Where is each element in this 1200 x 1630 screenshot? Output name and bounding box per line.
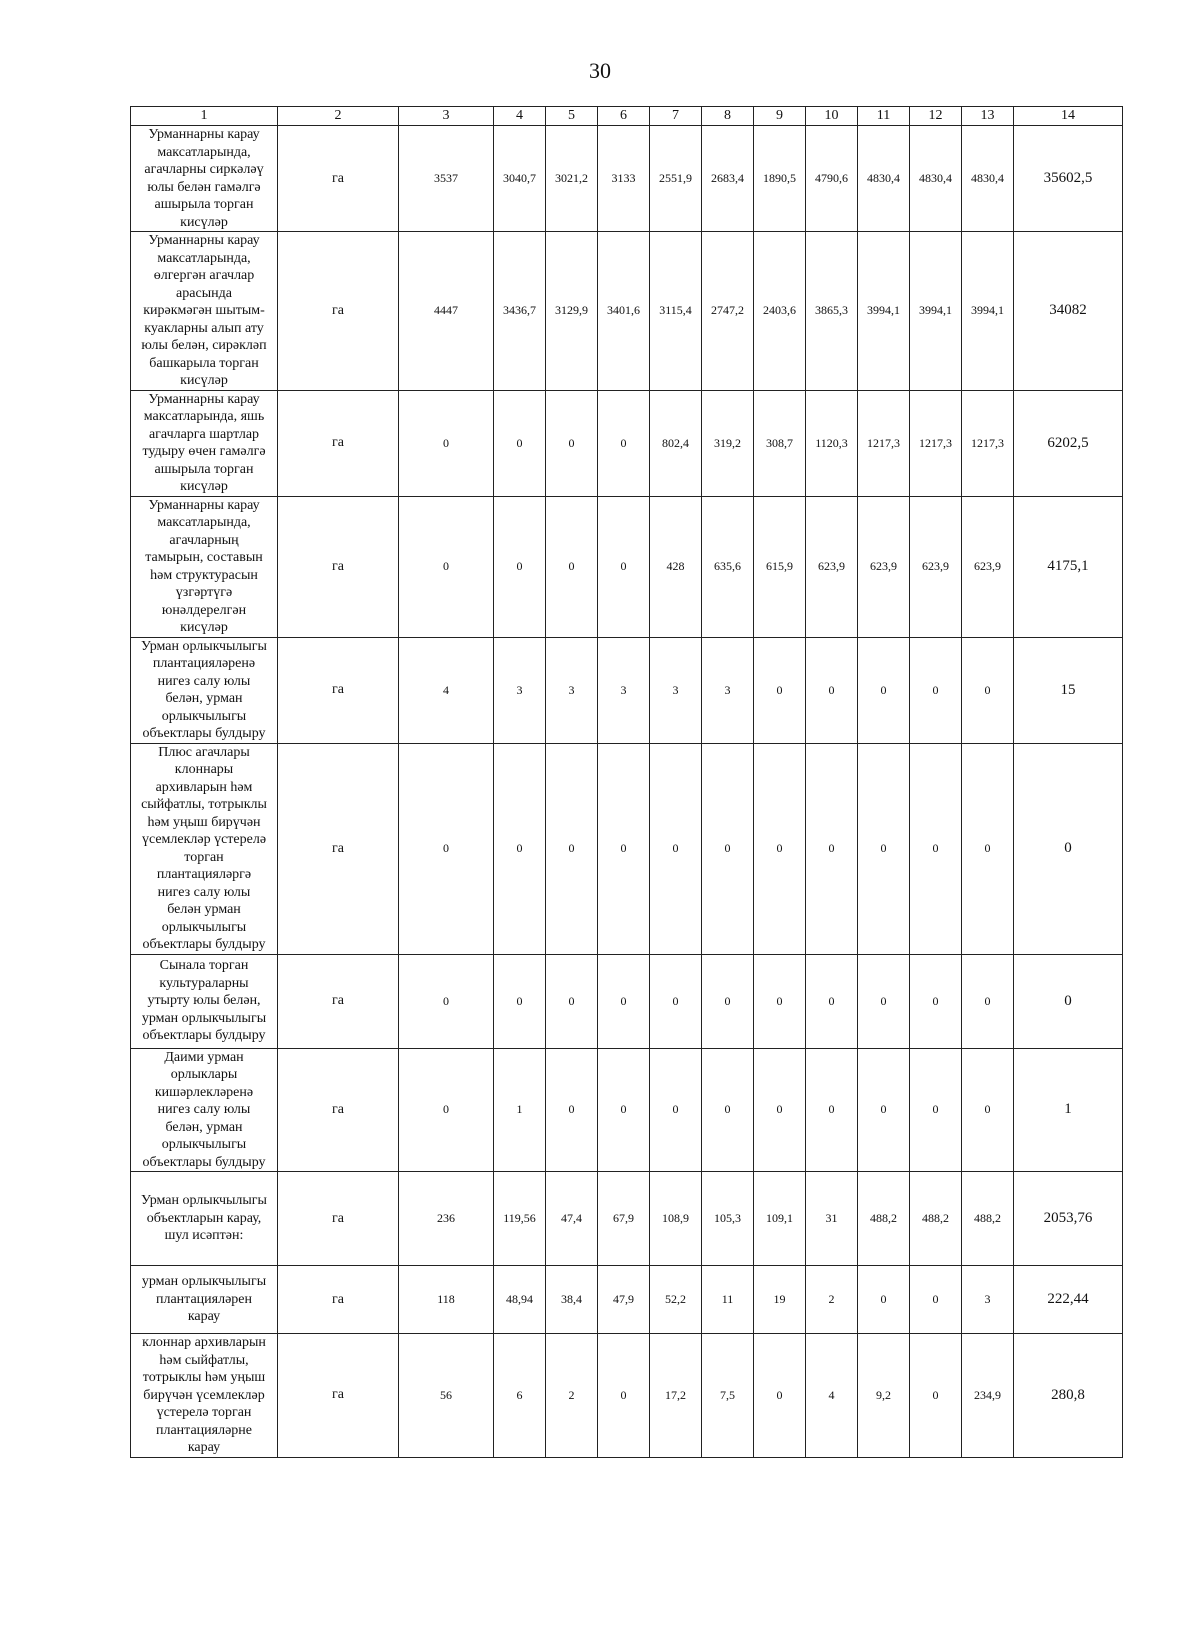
unit-cell: га [278,1172,399,1266]
data-table [130,106,1123,1458]
value-cell: 234,9 [962,1334,1014,1458]
value-cell: 105,3 [702,1172,754,1266]
value-cell: 3021,2 [546,126,598,232]
row-label-line: куакларны алып ату [144,320,264,336]
value-cell: 9,2 [858,1334,910,1458]
column-number-13: 13 [962,107,1014,126]
value-cell: 4790,6 [806,126,858,232]
value-cell: 2 [806,1266,858,1334]
value-cell: 0 [598,1334,650,1458]
value-cell: 67,9 [598,1172,650,1266]
value-cell: 0 [806,954,858,1048]
row-label-line: кисүләр [180,214,228,230]
value-cell: 47,9 [598,1266,650,1334]
row-label-line: агачларны сиркәләү [144,162,264,177]
page-number: 30 [589,58,611,83]
row-label-line: юлы белән гамәлгә [147,179,261,195]
row-label-line: утырту юлы белән, [147,993,261,1009]
row-label-line: һәм уңыш бирүчән [147,814,261,830]
row-label [131,390,278,496]
row-label-line: карау [187,1440,221,1455]
value-cell: 0 [910,637,962,743]
row-label-line: урман орлыкчылыгы [141,1010,267,1026]
total-cell: 0 [1014,954,1123,1048]
value-cell: 319,2 [702,390,754,496]
value-cell: 0 [910,1334,962,1458]
value-cell: 17,2 [650,1334,702,1458]
value-cell: 623,9 [858,496,910,637]
row-label [131,1172,278,1266]
row-label-line: орлыклары [170,1067,238,1082]
row-label-line: ашырыла торган [154,461,254,477]
row-label-line: орлыкчылыгы [161,1137,247,1152]
column-number-4: 4 [494,107,546,126]
value-cell: 0 [598,954,650,1048]
table-row [131,1172,1123,1266]
row-label-line: орлыкчылыгы [161,919,247,935]
table-row [131,1266,1123,1334]
value-cell: 4830,4 [910,126,962,232]
row-label-line: кишәрлекләренә [154,1084,254,1100]
value-cell: 0 [546,954,598,1048]
value-cell: 4447 [399,232,494,391]
value-cell: 0 [910,954,962,1048]
value-cell: 3 [962,1266,1014,1334]
row-label-line: культураларны [159,975,249,991]
row-label [131,496,278,637]
value-cell: 0 [754,1334,806,1458]
row-label-line: һәм сыйфатлы, [159,1352,249,1368]
row-label-line: максатларында, [157,144,251,160]
table-row [131,743,1123,954]
total-cell: 1 [1014,1048,1123,1172]
total-cell: 0 [1014,743,1123,954]
row-label-line: Урманнарны карау [148,391,260,407]
row-label-line: шул исәптән: [164,1228,244,1244]
unit-cell: га [278,954,399,1048]
unit-cell: га [278,496,399,637]
row-label [131,743,278,954]
value-cell: 3129,9 [546,232,598,391]
value-cell: 308,7 [754,390,806,496]
value-cell: 488,2 [910,1172,962,1266]
value-cell: 0 [858,1266,910,1334]
row-label-line: Сынала торган [159,958,249,974]
row-label-line: юлы белән, сирәкләп [141,338,267,353]
value-cell: 0 [858,743,910,954]
row-label-line: объектлары булдыру [142,937,266,952]
row-label-line: кирәкмәгән шытым- [143,303,265,318]
row-label-line: бирүчән үсемлекләр [143,1387,265,1403]
value-cell: 48,94 [494,1266,546,1334]
value-cell: 0 [399,954,494,1048]
value-cell: 1217,3 [910,390,962,496]
column-number-10: 10 [806,107,858,126]
value-cell: 488,2 [962,1172,1014,1266]
value-cell: 0 [702,954,754,1048]
value-cell: 0 [754,743,806,954]
row-label-line: үсемлекләр үстерелә [141,832,267,847]
total-cell: 6202,5 [1014,390,1123,496]
total-cell: 222,44 [1014,1266,1123,1334]
row-label-line: клоннар архивларын [142,1335,266,1350]
row-label-line: нигез салу юлы [157,884,251,900]
unit-cell: га [278,743,399,954]
row-label-line: клоннары [174,762,234,777]
row-label-line: тудыру өчен гамәлгә [142,444,266,459]
value-cell: 6 [494,1334,546,1458]
total-cell: 15 [1014,637,1123,743]
value-cell: 4830,4 [858,126,910,232]
value-cell: 0 [754,1048,806,1172]
value-cell: 3115,4 [650,232,702,391]
row-label-line: Плюс агачлары [158,744,250,760]
value-cell: 0 [910,1266,962,1334]
value-cell: 0 [858,954,910,1048]
row-label-line: Урманнарны карау [148,127,260,142]
value-cell: 3 [702,637,754,743]
row-label-line: ашырыла торган [154,197,254,212]
value-cell: 4830,4 [962,126,1014,232]
column-number-14: 14 [1014,107,1123,126]
value-cell: 0 [962,954,1014,1048]
unit-cell: га [278,1334,399,1458]
unit-cell: га [278,1048,399,1172]
value-cell: 3 [494,637,546,743]
value-cell: 19 [754,1266,806,1334]
value-cell: 0 [910,1048,962,1172]
column-number-6: 6 [598,107,650,126]
unit-cell: га [278,390,399,496]
value-cell: 3401,6 [598,232,650,391]
value-cell: 0 [806,743,858,954]
row-label-line: кисүләр [180,479,228,494]
value-cell: 118 [399,1266,494,1334]
row-label-line: объектлары булдыру [142,1154,266,1170]
row-label-line: сыйфатлы, тотрыклы [141,797,267,812]
row-label-line: агачларның [169,532,239,548]
total-cell: 2053,76 [1014,1172,1123,1266]
row-label [131,954,278,1048]
table-row [131,496,1123,637]
row-label-line: башкарыла торган [149,355,259,371]
value-cell: 1120,3 [806,390,858,496]
value-cell: 0 [962,1048,1014,1172]
value-cell: 0 [598,496,650,637]
row-label-line: белән урман [167,902,241,917]
row-label-line: урман орлыкчылыгы [141,1274,267,1290]
value-cell: 0 [598,743,650,954]
table-row [131,1334,1123,1458]
value-cell: 3994,1 [910,232,962,391]
value-cell: 1217,3 [962,390,1014,496]
row-label-line: үзгәртүгә [175,585,233,600]
row-label-line: нигез салу юлы [157,673,251,689]
unit-cell: га [278,126,399,232]
value-cell: 0 [598,390,650,496]
value-cell: 3865,3 [806,232,858,391]
row-label-line: максатларында, [157,515,251,530]
value-cell: 0 [598,1048,650,1172]
value-cell: 56 [399,1334,494,1458]
row-label [131,232,278,391]
value-cell: 0 [546,1048,598,1172]
row-label-line: тамырын, составын [145,550,263,565]
row-label-line: плантацияләрен [155,1291,253,1307]
value-cell: 0 [754,954,806,1048]
value-cell: 488,2 [858,1172,910,1266]
row-label [131,126,278,232]
value-cell: 0 [702,1048,754,1172]
value-cell: 0 [806,1048,858,1172]
value-cell: 428 [650,496,702,637]
row-label-line: белән, урман [165,691,243,706]
value-cell: 2403,6 [754,232,806,391]
value-cell: 108,9 [650,1172,702,1266]
value-cell: 3 [598,637,650,743]
value-cell: 0 [806,637,858,743]
value-cell: 109,1 [754,1172,806,1266]
value-cell: 623,9 [910,496,962,637]
column-number-8: 8 [702,107,754,126]
value-cell: 623,9 [962,496,1014,637]
row-label-line: максатларында, яшь [143,409,265,424]
row-label-line: Урман орлыкчылыгы [141,1193,267,1209]
value-cell: 3 [650,637,702,743]
row-label [131,1266,278,1334]
value-cell: 0 [399,743,494,954]
value-cell: 0 [494,743,546,954]
row-label-line: тотрыклы һәм уңыш [142,1370,266,1385]
row-label-line: үстерелә торган [156,1405,252,1420]
row-label-line: плантацияләренә [152,656,256,671]
value-cell: 0 [494,954,546,1048]
value-cell: 3133 [598,126,650,232]
row-label-line: орлыкчылыгы [161,708,247,724]
value-cell: 0 [494,390,546,496]
row-label-line: арасында [176,285,232,301]
value-cell: 0 [702,743,754,954]
unit-cell: га [278,637,399,743]
row-label-line: архивларын һәм [155,779,253,795]
value-cell: 52,2 [650,1266,702,1334]
value-cell: 11 [702,1266,754,1334]
row-label-line: Урманнарны карау [148,497,260,513]
value-cell: 0 [546,496,598,637]
table-row [131,637,1123,743]
value-cell: 7,5 [702,1334,754,1458]
row-label-line: өлгергән агачлар [153,268,255,283]
value-cell: 47,4 [546,1172,598,1266]
value-cell: 236 [399,1172,494,1266]
column-number-2: 2 [278,107,399,126]
value-cell: 3 [546,637,598,743]
row-label [131,1048,278,1172]
value-cell: 2747,2 [702,232,754,391]
column-number-5: 5 [546,107,598,126]
column-number-7: 7 [650,107,702,126]
table-row [131,232,1123,391]
row-label-line: кисүләр [180,373,228,388]
total-cell: 280,8 [1014,1334,1123,1458]
value-cell: 38,4 [546,1266,598,1334]
value-cell: 623,9 [806,496,858,637]
value-cell: 4 [399,637,494,743]
total-cell: 35602,5 [1014,126,1123,232]
row-label-line: нигез салу юлы [157,1102,251,1117]
row-label-line: Даими урман [164,1049,244,1065]
value-cell: 3040,7 [494,126,546,232]
table-row [131,126,1123,232]
column-number-3: 3 [399,107,494,126]
value-cell: 0 [494,496,546,637]
row-label-line: белән, урман [165,1119,243,1135]
value-cell: 0 [650,1048,702,1172]
total-cell: 34082 [1014,232,1123,391]
row-label-line: һәм структурасын [150,567,258,583]
row-label-line: юнәлдерелгән [161,602,247,618]
table-row [131,390,1123,496]
value-cell: 3537 [399,126,494,232]
row-label-line: плантацияләргә [156,867,252,882]
row-label-line: агачларга шартлар [148,426,260,442]
row-label-line: объектлары булдыру [142,1028,266,1044]
value-cell: 0 [910,743,962,954]
row-label-line: плантацияләрне [155,1422,253,1438]
value-cell: 0 [399,390,494,496]
table-row [131,954,1123,1048]
row-label-line: объектлары булдыру [142,726,266,741]
column-number-9: 9 [754,107,806,126]
unit-cell: га [278,1266,399,1334]
value-cell: 0 [650,954,702,1048]
row-label [131,1334,278,1458]
column-number-12: 12 [910,107,962,126]
value-cell: 0 [546,743,598,954]
value-cell: 0 [858,637,910,743]
value-cell: 3436,7 [494,232,546,391]
row-label-line: Урман орлыкчылыгы [141,638,267,654]
column-number-1: 1 [131,107,278,126]
row-label-line: Урманнарны карау [148,233,260,248]
value-cell: 2551,9 [650,126,702,232]
value-cell: 3994,1 [858,232,910,391]
unit-cell: га [278,232,399,391]
table-row [131,1048,1123,1172]
value-cell: 1217,3 [858,390,910,496]
column-number-11: 11 [858,107,910,126]
value-cell: 802,4 [650,390,702,496]
column-number-row [131,107,1123,126]
row-label-line: максатларында, [157,250,251,266]
value-cell: 0 [754,637,806,743]
value-cell: 0 [962,743,1014,954]
value-cell: 615,9 [754,496,806,637]
value-cell: 0 [399,1048,494,1172]
value-cell: 1890,5 [754,126,806,232]
row-label-line: торган [184,849,224,865]
value-cell: 0 [546,390,598,496]
value-cell: 1 [494,1048,546,1172]
total-cell: 4175,1 [1014,496,1123,637]
value-cell: 2683,4 [702,126,754,232]
row-label-line: объектларын карау, [146,1210,262,1226]
value-cell: 31 [806,1172,858,1266]
row-label [131,637,278,743]
value-cell: 0 [858,1048,910,1172]
value-cell: 119,56 [494,1172,546,1266]
value-cell: 3994,1 [962,232,1014,391]
row-label-line: карау [187,1309,221,1325]
value-cell: 0 [962,637,1014,743]
value-cell: 4 [806,1334,858,1458]
row-label-line: кисүләр [180,620,228,635]
value-cell: 0 [650,743,702,954]
value-cell: 635,6 [702,496,754,637]
value-cell: 2 [546,1334,598,1458]
value-cell: 0 [399,496,494,637]
